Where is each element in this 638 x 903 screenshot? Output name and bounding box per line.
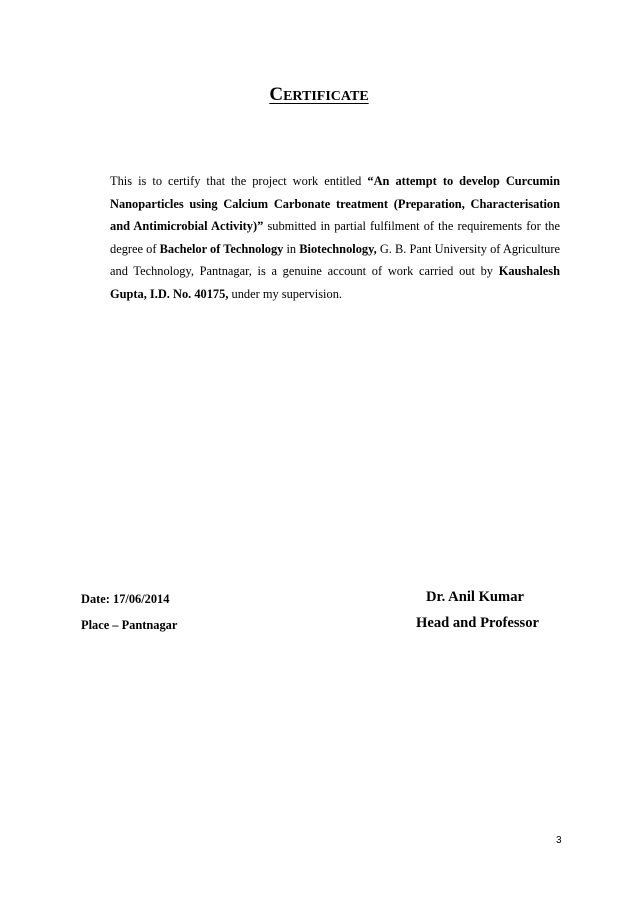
page-number: 3 [556,835,562,846]
date-line: Date: 17/06/2014 [81,592,170,606]
body-submission: submitted in partial fulfilment of the requirements for the degree of [110,219,560,256]
student-name: Kaushalesh Gupta, I.D. No. 40175, [110,264,560,301]
certificate-body [110,170,560,306]
supervisor-role: Head and Professor [416,615,539,631]
discipline-name: Biotechnology, [299,241,377,256]
title-initial: C [269,84,284,105]
body-in: in [283,241,300,256]
certificate-title [0,84,638,106]
project-title: “An attempt to develop Curcumin Nanoparticles using Calcium Carbonate treatment (Preparation, Characterisation and Antimicrobial Activity)” [110,174,560,234]
place-line: Place – Pantnagar [81,618,178,632]
body-university: G. B. Pant University of Agriculture and Technology, Pantnagar, is a genuine account of work carried out by [110,241,560,279]
body-intro: This is to certify that the project work entitled [110,174,368,188]
title-rest: ERTIFICATE [283,89,369,104]
body-closing: under my supervision. [228,286,342,301]
supervisor-name: Dr. Anil Kumar [426,589,524,605]
degree-name: Bachelor of Technology [159,241,284,256]
